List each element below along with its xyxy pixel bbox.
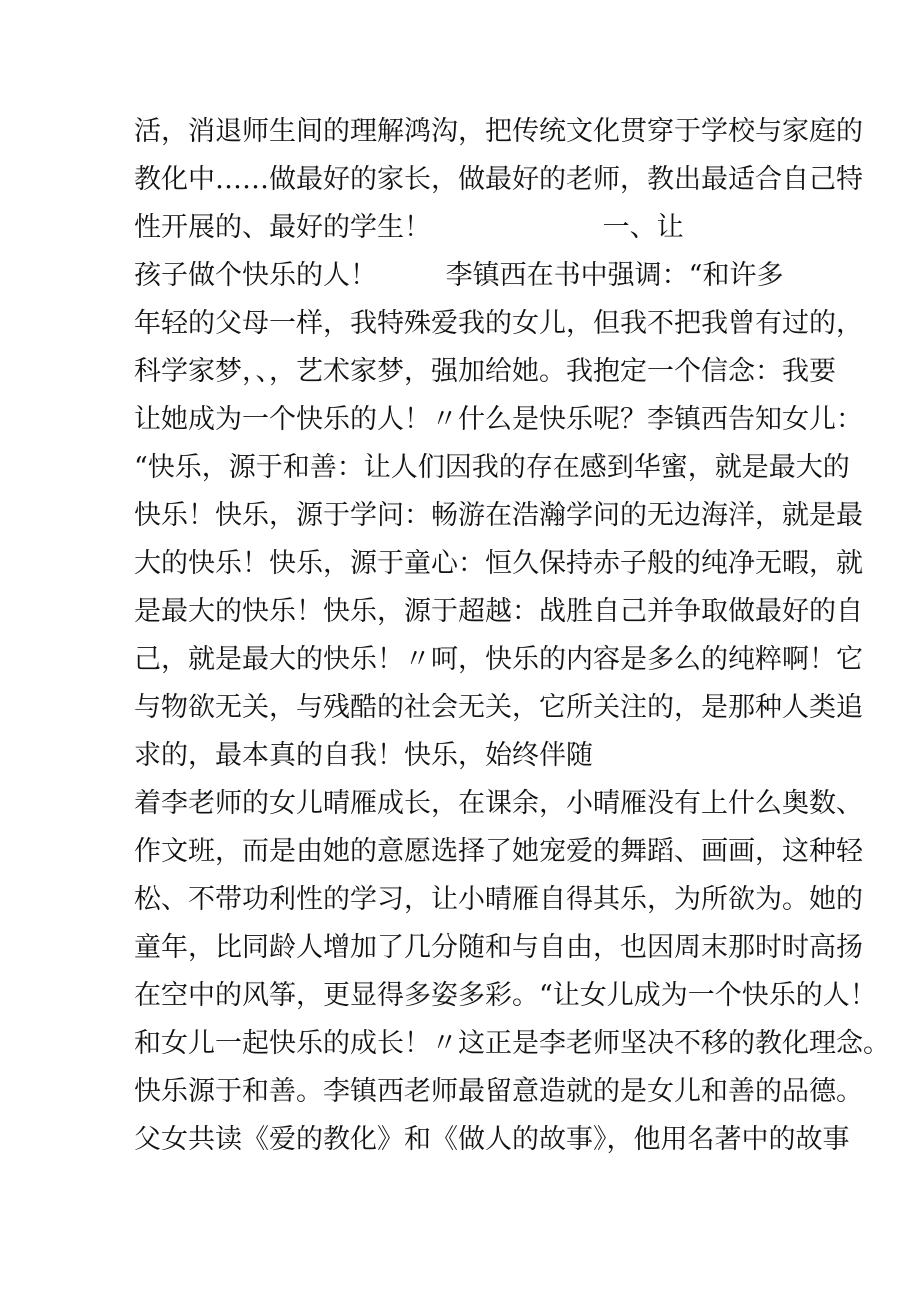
text-line: 和女儿一起快乐的成长！〃这正是李老师坚决不移的教化理念。: [134, 1028, 890, 1059]
text-line: 年轻的父母一样，我特殊爱我的女儿，但我不把我曾有过的，: [134, 308, 863, 339]
text-line: 让她成为一个快乐的人！〃什么是快乐呢？李镇西告知女儿：: [134, 404, 863, 435]
text-line: 是最大的快乐！快乐，源于超越：战胜自己并争取做最好的自: [134, 596, 863, 627]
text-line: 教化中……做最好的家长，做最好的老师，教出最适合自己特: [134, 164, 863, 195]
text-line: 大的快乐！快乐，源于童心：恒久保持赤子般的纯净无暇，就: [134, 548, 863, 579]
text-line: 快乐！快乐，源于学问：畅游在浩瀚学问的无边海洋，就是最: [134, 500, 863, 531]
text-line: 在空中的风筝，更显得多姿多彩。“让女儿成为一个快乐的人！: [134, 980, 877, 1011]
text-line: 己，就是最大的快乐！〃呵，快乐的内容是多么的纯粹啊！它: [134, 644, 863, 675]
text-line: 童年，比同龄人增加了几分随和与自由，也因周末那时时高扬: [134, 932, 863, 963]
text-line: 与物欲无关，与残酷的社会无关，它所关注的，是那种人类追: [134, 692, 863, 723]
text-line: “快乐，源于和善：让人们因我的存在感到华蜜，就是最大的: [134, 452, 850, 483]
text-line: 父女共读《爱的教化》和《做人的故事》，他用名著中的故事: [134, 1124, 850, 1155]
text-line: 着李老师的女儿晴雁成长，在课余，小晴雁没有上什么奥数、: [134, 788, 863, 819]
text-line: 孩子做个快乐的人！ 李镇西在书中强调：“和许多: [134, 260, 784, 291]
text-line: 快乐源于和善。李镇西老师最留意造就的是女儿和善的品德。: [134, 1076, 863, 1107]
text-line: 松、不带功利性的学习，让小晴雁自得其乐，为所欲为。她的: [134, 884, 863, 915]
text-line: 性开展的、最好的学生！ 一、让: [134, 212, 684, 243]
text-line: 作文班，而是由她的意愿选择了她宠爱的舞蹈、画画，这种轻: [134, 836, 863, 867]
text-line: 求的，最本真的自我！快乐，始终伴随: [134, 740, 593, 771]
text-line: 科学家梦，、，艺术家梦，强加给她。我抱定一个信念：我要: [134, 356, 836, 387]
text-line: 活，消退师生间的理解鸿沟，把传统文化贯穿于学校与家庭的: [134, 116, 863, 147]
